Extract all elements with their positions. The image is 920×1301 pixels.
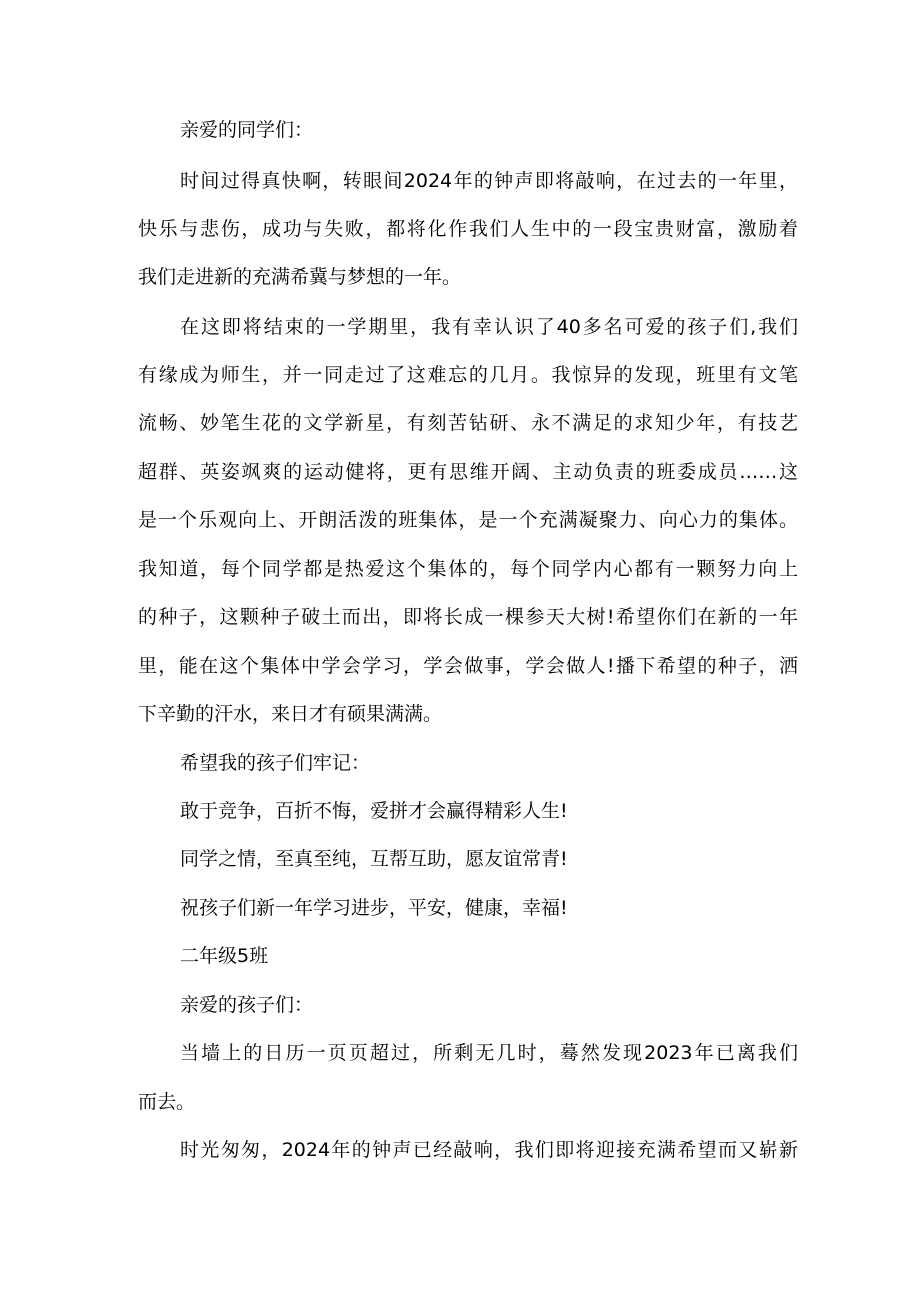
motto-line: 同学之情，至真至纯，互帮互助，愿友谊常青! (180, 848, 568, 870)
greeting-line: 亲爱的同学们： (180, 119, 314, 141)
paragraph-line: 我们走进新的充满希冀与梦想的一年。 (138, 266, 462, 288)
greeting-line: 亲爱的孩子们： (180, 994, 314, 1016)
paragraph-line: 时光匆匆，2024年的钟声已经敲响，我们即将迎接充满希望而又崭新 (180, 1139, 798, 1161)
motto-line: 敢于竞争，百折不悔，爱拼才会赢得精彩人生! (180, 800, 568, 822)
paragraph-line: 超群、英姿飒爽的运动健将，更有思维开阔、主动负责的班委成员……这 (138, 461, 798, 483)
paragraph-line: 我知道，每个同学都是热爱这个集体的，每个同学内心都有一颗努力向上 (138, 558, 798, 580)
paragraph-line: 是一个乐观向上、开朗活泼的班集体，是一个充满凝聚力、向心力的集体。 (138, 509, 798, 531)
paragraph-line: 流畅、妙笔生花的文学新星，有刻苦钻研、永不满足的求知少年，有技艺 (138, 412, 798, 434)
paragraph-line: 里，能在这个集体中学会学习，学会做事，学会做人!播下希望的种子，洒 (138, 655, 798, 677)
paragraph-line: 而去。 (138, 1091, 196, 1113)
paragraph-line: 希望我的孩子们牢记： (180, 752, 371, 774)
paragraph-line: 时间过得真快啊，转眼间2024年的钟声即将敲响，在过去的一年里， (180, 170, 798, 192)
paragraph-line: 在这即将结束的一学期里，我有幸认识了40多名可爱的孩子们,我们 (180, 316, 798, 338)
paragraph-line: 当墙上的日历一页页超过，所剩无几时，蓦然发现2023年已离我们 (180, 1042, 798, 1064)
paragraph-line: 快乐与悲伤，成功与失败，都将化作我们人生中的一段宝贵财富，激励着 (138, 218, 798, 240)
motto-line: 祝孩子们新一年学习进步，平安，健康，幸福! (180, 897, 568, 919)
signature-line: 二年级5班 (180, 945, 269, 967)
paragraph-line: 下辛勤的汗水，来日才有硕果满满。 (138, 703, 443, 725)
paragraph-line: 的种子，这颗种子破土而出，即将长成一棵参天大树!希望你们在新的一年 (138, 606, 798, 628)
paragraph-line: 有缘成为师生，并一同走过了这难忘的几月。我惊异的发现，班里有文笔 (138, 364, 798, 386)
